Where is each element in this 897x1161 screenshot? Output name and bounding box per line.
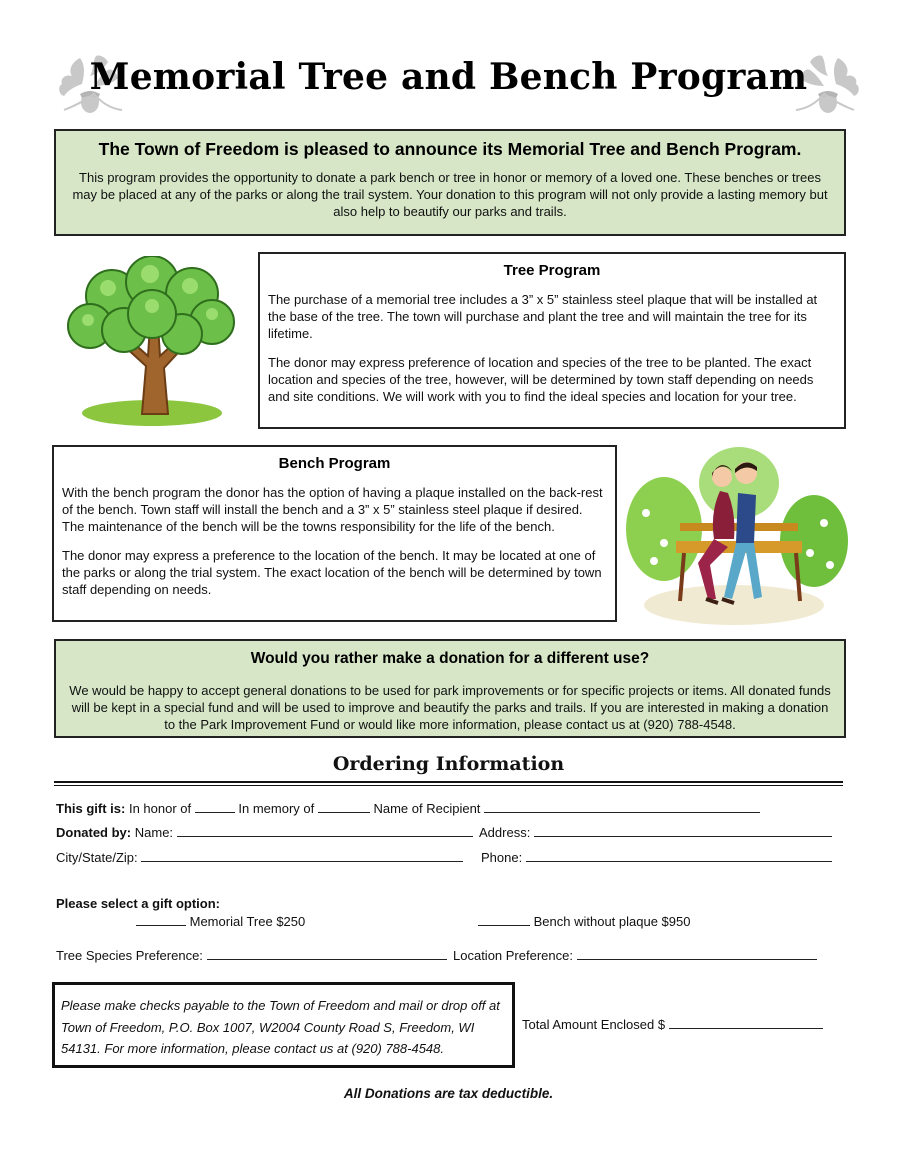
bench-program-paragraph-1: With the bench program the donor has the option of having a plaque installed on the back-rest of the bench. Town staff will install the bench and a 3” x 5” stainless steel plaque if desired. The maintenance of the bench will be the towns responsibility for the life of the bench. bbox=[62, 485, 603, 534]
location-label: Location Preference: bbox=[453, 948, 573, 963]
gift-type-row bbox=[56, 801, 760, 816]
species-label: Tree Species Preference: bbox=[56, 948, 203, 963]
donated-by-label: Donated by: bbox=[56, 825, 132, 840]
gift-label: This gift is: bbox=[56, 801, 126, 816]
tax-note: All Donations are tax deductible. bbox=[343, 1086, 554, 1101]
gift-option-label: Please select a gift option: bbox=[56, 896, 220, 911]
tree-program-heading: Tree Program bbox=[503, 262, 601, 279]
in-memory-field[interactable] bbox=[318, 802, 370, 813]
donor-row bbox=[56, 825, 473, 840]
bench-option-label: Bench without plaque $950 bbox=[533, 914, 691, 929]
tree-option-field[interactable] bbox=[136, 915, 186, 926]
checks-note: Please make checks payable to the Town of Freedom and mail or drop off at Town of Freedom, P.O. Box 1007, W2004 County Road S, Freedom, WI 54131. For more information, please contact us at (920) 788-4548. bbox=[61, 998, 500, 1056]
location-row bbox=[453, 948, 817, 963]
phone-label: Phone: bbox=[481, 850, 523, 865]
bench-option-row bbox=[478, 914, 690, 929]
recipient-label: Name of Recipient bbox=[373, 801, 481, 816]
intro-panel bbox=[54, 129, 846, 236]
tree-option-row bbox=[136, 914, 305, 929]
donation-heading: Would you rather make a donation for a different use? bbox=[250, 650, 650, 667]
tree-option-label: Memorial Tree $250 bbox=[189, 914, 306, 929]
city-label: City/State/Zip: bbox=[56, 850, 138, 865]
phone-row bbox=[481, 850, 832, 865]
intro-body: This program provides the opportunity to donate a park bench or tree in honor or memory of a loved one. These benches or trees may be placed at any of the parks or along the trail system. Your donation to this program will not only provide a lasting memory but also help to beautify our parks and trails. bbox=[72, 170, 828, 219]
couple-on-bench-illustration bbox=[624, 443, 848, 629]
page-title: Memorial Tree and Bench Program bbox=[89, 56, 808, 98]
name-label: Name: bbox=[134, 825, 174, 840]
ordering-heading: Ordering Information bbox=[332, 753, 565, 775]
name-field[interactable] bbox=[177, 826, 473, 837]
city-row bbox=[56, 850, 463, 865]
in-honor-field[interactable] bbox=[195, 802, 235, 813]
bench-program-paragraph-2: The donor may express a preference to the location of the bench. It may be located at one of the parks or along the trial system. The exact location of the bench will be determined by town staff depending on needs. bbox=[62, 548, 602, 597]
intro-heading: The Town of Freedom is pleased to announce its Memorial Tree and Bench Program. bbox=[98, 139, 802, 159]
bench-program-panel bbox=[52, 445, 617, 622]
in-memory-label: In memory of bbox=[238, 801, 315, 816]
total-row bbox=[522, 1017, 823, 1032]
divider bbox=[54, 785, 843, 786]
species-row bbox=[56, 948, 447, 963]
donation-body: We would be happy to accept general donations to be used for park improvements or for specific projects or items. All donated funds will be kept in a special fund and will be used to improve and beautify the parks and trails. If you are interested in making a donation to the Park Improvement Fund or would like more information, please contact us at (920) 788-4548. bbox=[69, 683, 831, 732]
divider bbox=[54, 781, 843, 783]
address-field[interactable] bbox=[534, 826, 832, 837]
address-label: Address: bbox=[479, 825, 531, 840]
donation-panel bbox=[54, 639, 846, 738]
total-label: Total Amount Enclosed $ bbox=[522, 1017, 666, 1032]
recipient-field[interactable] bbox=[484, 802, 760, 813]
location-field[interactable] bbox=[577, 949, 817, 960]
address-row bbox=[479, 825, 832, 840]
total-field[interactable] bbox=[669, 1018, 823, 1029]
phone-field[interactable] bbox=[526, 851, 832, 862]
tree-program-paragraph-1: The purchase of a memorial tree includes a 3” x 5” stainless steel plaque that will be installed at the base of the tree. The town will purchase and plant the tree and will maintain the tree for its lifetime. bbox=[268, 292, 818, 341]
bench-program-heading: Bench Program bbox=[278, 455, 391, 472]
bench-option-field[interactable] bbox=[478, 915, 530, 926]
in-honor-label: In honor of bbox=[128, 801, 192, 816]
tree-program-paragraph-2: The donor may express preference of location and species of the tree to be planted. The exact location and species of the tree, however, will be determined by town staff depending on needs and site conditions. We will work with you to find the ideal species and location for your tree. bbox=[268, 355, 814, 404]
tree-program-panel bbox=[258, 252, 846, 429]
city-field[interactable] bbox=[141, 851, 463, 862]
checks-note-box bbox=[52, 982, 515, 1068]
species-field[interactable] bbox=[207, 949, 447, 960]
tree-illustration bbox=[62, 256, 240, 432]
